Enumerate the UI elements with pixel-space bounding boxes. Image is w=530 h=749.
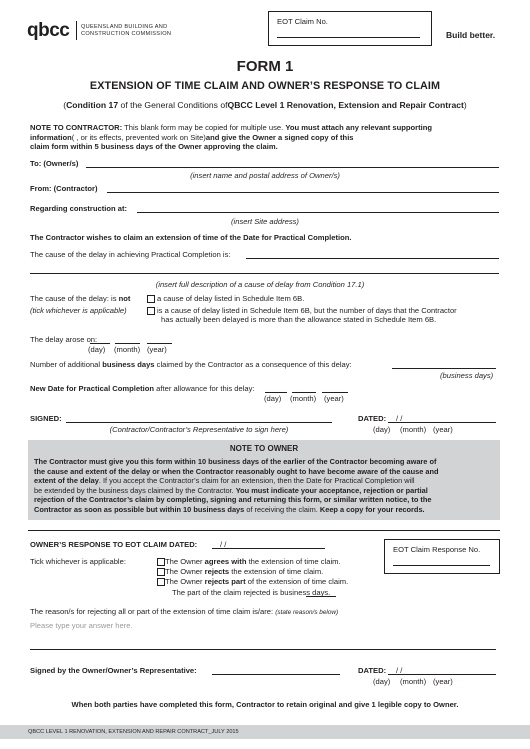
- eot-response-no-box: [384, 539, 500, 574]
- owner-dated-slashes: / /: [396, 666, 403, 675]
- note-owner-line-2: the cause and extent of the delay or when the Contractor reasonably ought to have become aware of the cause and: [34, 466, 439, 476]
- arose-day-field[interactable]: [90, 343, 110, 344]
- contractor-dated-label: DATED:: [358, 414, 387, 423]
- note-contractor-bold-1: You must attach any relevant supporting: [285, 123, 433, 132]
- listed-exceeds-line-1: is a cause of delay listed in Schedule Item 6B, but the number of days that the Contractor: [157, 306, 457, 315]
- business-days-text-2: claimed by the Contractor as a consequence of this delay:: [154, 360, 352, 369]
- note-to-contractor: [30, 123, 500, 152]
- eot-claim-no-field[interactable]: [277, 37, 420, 38]
- owner-agrees-text-1: The Owner: [165, 557, 205, 566]
- owner-rejects-option: [165, 567, 323, 576]
- contractor-signature-field[interactable]: [66, 422, 332, 423]
- cause-delay-text: The cause of the delay: is: [30, 294, 119, 303]
- owner-dated-day-hint: (day): [373, 677, 391, 686]
- logo-text: qbcc: [27, 20, 70, 41]
- owner-response-date-field[interactable]: [212, 548, 325, 549]
- contractor-wishes: The Contractor wishes to claim an extension of time of the Date for Practical Completion.: [30, 233, 352, 242]
- owner-rejects-part-text-1: The Owner: [165, 577, 205, 586]
- not-listed-checkbox[interactable]: [147, 295, 155, 303]
- note-contractor-heading: NOTE TO CONTRACTOR:: [30, 123, 123, 132]
- owner-agrees-checkbox[interactable]: [157, 558, 165, 566]
- rejected-part-days: business days.: [280, 588, 331, 597]
- owner-tick-label: Tick whichever is applicable:: [30, 557, 126, 566]
- cause-delay-not: not: [118, 294, 131, 303]
- qbcc-logo: [27, 20, 69, 42]
- owner-response-slashes: / /: [220, 540, 227, 549]
- note-owner-body: [34, 457, 499, 515]
- new-date-month-field[interactable]: [292, 392, 316, 393]
- arose-label: The delay arose on:: [30, 335, 98, 344]
- contractor-dated-field[interactable]: [388, 422, 496, 423]
- form-title: EXTENSION OF TIME CLAIM AND OWNER’S RESPONSE TO CLAIM: [89, 80, 441, 92]
- form-number: FORM 1: [236, 58, 294, 75]
- cause-label: The cause of the delay in achieving Practical Completion is:: [30, 250, 231, 259]
- new-date-label: [30, 384, 255, 393]
- note-contractor-text-1: This blank form may be copied for multiple use.: [122, 123, 286, 132]
- listed-exceeds-option: [157, 306, 457, 325]
- from-contractor-field[interactable]: [107, 192, 499, 193]
- to-owner-label: To: (Owner/s): [30, 159, 79, 168]
- reasons-hint: (state reason/s below): [275, 609, 339, 616]
- signed-hint: (Contractor/Contractor’s Representative to sign here): [109, 425, 289, 434]
- regarding-field[interactable]: [137, 212, 499, 213]
- reasons-rule: [30, 649, 496, 650]
- arose-month-field[interactable]: [115, 343, 140, 344]
- owner-signed-label: Signed by the Owner/Owner’s Representative:: [30, 666, 197, 675]
- eot-claim-no-box: [268, 11, 432, 46]
- note-contractor-overlay: ( , or its effects, prevented work on Site): [71, 132, 206, 142]
- note-contractor-information: information: [30, 132, 72, 142]
- org-line-1: QUEENSLAND BUILDING AND: [81, 24, 168, 30]
- form-subtitle: [0, 100, 530, 110]
- contractor-dated-month-hint: (month): [400, 425, 427, 434]
- to-owner-field[interactable]: [86, 167, 499, 168]
- new-date-month-hint: (month): [290, 394, 317, 403]
- owner-dated-month-hint: (month): [400, 677, 427, 686]
- owner-agrees-bold: agrees with: [204, 557, 247, 566]
- tick-hint: (tick whichever is applicable): [30, 306, 127, 315]
- owner-rejects-checkbox[interactable]: [157, 568, 165, 576]
- note-owner-line-4a: be extended by the business days claimed by the Contractor.: [34, 485, 236, 495]
- contractor-dated-slashes: / /: [396, 414, 403, 423]
- to-owner-hint: (insert name and postal address of Owner/s): [190, 171, 340, 180]
- new-date-day-hint: (day): [264, 394, 282, 403]
- owner-rejects-part-checkbox[interactable]: [157, 578, 165, 586]
- note-owner-line-6b: of receiving the claim.: [244, 504, 320, 514]
- cause-field-1[interactable]: [246, 258, 499, 259]
- note-owner-line-6a: Contractor as soon as possible but within 10 business days: [34, 504, 245, 514]
- note-owner-line-3b: . If you accept the Contractor’s claim for an extension, then the Date for Practical Completion will: [98, 476, 415, 486]
- eot-claim-no-label: EOT Claim No.: [277, 17, 328, 26]
- new-date-year-field[interactable]: [322, 392, 348, 393]
- subtitle-close: ): [463, 100, 467, 110]
- cause-field-2[interactable]: [30, 273, 499, 274]
- owner-rejects-bold: rejects: [204, 567, 230, 576]
- reasons-label: [30, 607, 338, 617]
- note-to-owner-box: [28, 440, 500, 520]
- not-listed-option: a cause of delay listed in Schedule Item 6B.: [157, 294, 305, 303]
- rejected-part-days-field[interactable]: [306, 596, 336, 597]
- owner-rejects-part-option: [165, 577, 348, 586]
- listed-exceeds-line-2: has actually been delayed is more than the allowance stated in Schedule Item 6B.: [161, 315, 437, 325]
- contractor-dated-year-hint: (year): [433, 425, 453, 434]
- eot-response-no-label: EOT Claim Response No.: [393, 545, 481, 554]
- owner-rejects-part-text-2: of the extension of time claim.: [245, 577, 349, 586]
- new-date-day-field[interactable]: [265, 392, 287, 393]
- business-days-field[interactable]: [392, 368, 496, 369]
- contractor-dated-day-hint: (day): [373, 425, 391, 434]
- note-contractor-bold-2: and give the Owner a signed copy of this: [205, 132, 354, 142]
- cause-delay-label: [30, 294, 130, 303]
- listed-exceeds-checkbox[interactable]: [147, 307, 155, 315]
- business-days-bold: business days: [102, 360, 155, 369]
- reasons-input[interactable]: Please type your answer here.: [30, 621, 133, 630]
- arose-year-field[interactable]: [147, 343, 172, 344]
- arose-month-hint: (month): [114, 345, 141, 354]
- org-line-2: CONSTRUCTION COMMISSION: [81, 31, 172, 37]
- note-owner-line-1: The Contractor must give you this form within 10 business days of the earlier of the Contractor becoming aware of: [34, 457, 437, 466]
- subtitle-contract: QBCC Level 1 Renovation, Extension and Repair Contract: [227, 100, 464, 110]
- owner-dated-year-hint: (year): [433, 677, 453, 686]
- reasons-text: The reason/s for rejecting all or part of the extension of time claim is/are:: [30, 607, 274, 616]
- note-owner-line-3a: extent of the delay: [34, 476, 99, 486]
- subtitle-open: (: [63, 100, 67, 110]
- footer-note: When both parties have completed this form, Contractor to retain original and give 1 legible copy to Owner.: [71, 700, 459, 709]
- note-owner-line-5: rejection of the Contractor’s claim by completing, signing and returning this form, or similar written notice, to the: [34, 495, 432, 505]
- owner-rejects-part-bold: rejects part: [204, 577, 246, 586]
- arose-year-hint: (year): [147, 345, 167, 354]
- regarding-label: Regarding construction at:: [30, 204, 128, 213]
- owner-rejects-text-1: The Owner: [165, 567, 205, 576]
- footer-bar: [0, 725, 530, 739]
- rejected-part-text: The part of the claim rejected is: [172, 588, 281, 597]
- new-date-year-hint: (year): [324, 394, 344, 403]
- footer-bar-text: QBCC LEVEL 1 RENOVATION, EXTENSION AND REPAIR CONTRACT_JULY 2015: [28, 729, 239, 735]
- new-date-bold: New Date for Practical Completion: [30, 384, 155, 393]
- owner-agrees-text-2: the extension of time claim.: [246, 557, 341, 566]
- regarding-hint: (insert Site address): [231, 217, 299, 226]
- business-days-text-1: Number of additional: [30, 360, 103, 369]
- business-days-hint: (business days): [440, 371, 494, 380]
- subtitle-condition: Condition 17: [66, 100, 119, 110]
- owner-response-title: OWNER’S RESPONSE TO EOT CLAIM DATED:: [30, 540, 198, 549]
- note-contractor-line-3: claim form within 5 business days of the Owner approving the claim.: [30, 142, 278, 152]
- owner-section-rule: [28, 530, 500, 531]
- owner-dated-field[interactable]: [388, 674, 496, 675]
- eot-response-no-field[interactable]: [393, 565, 490, 566]
- arose-day-hint: (day): [88, 345, 106, 354]
- owner-dated-label: DATED:: [358, 666, 387, 675]
- org-name: [81, 24, 171, 38]
- new-date-text: after allowance for this delay:: [154, 384, 255, 393]
- business-days-label: [30, 360, 352, 369]
- subtitle-mid: of the General Conditions of: [118, 100, 228, 110]
- signed-label: SIGNED:: [30, 414, 62, 423]
- logo-divider: [76, 21, 77, 40]
- from-contractor-label: From: (Contractor): [30, 184, 98, 193]
- note-owner-line-4b: You must indicate your acceptance, rejection or partial: [235, 485, 428, 495]
- owner-rejects-text-2: the extension of time claim.: [229, 567, 324, 576]
- cause-hint: (insert full description of a cause of delay from Condition 17.1): [155, 280, 365, 289]
- owner-signature-field[interactable]: [212, 674, 340, 675]
- tagline: Build better.: [446, 30, 496, 40]
- owner-agrees-option: [165, 557, 341, 566]
- note-owner-line-6c: Keep a copy for your records.: [319, 504, 425, 514]
- note-owner-title: NOTE TO OWNER: [229, 444, 299, 453]
